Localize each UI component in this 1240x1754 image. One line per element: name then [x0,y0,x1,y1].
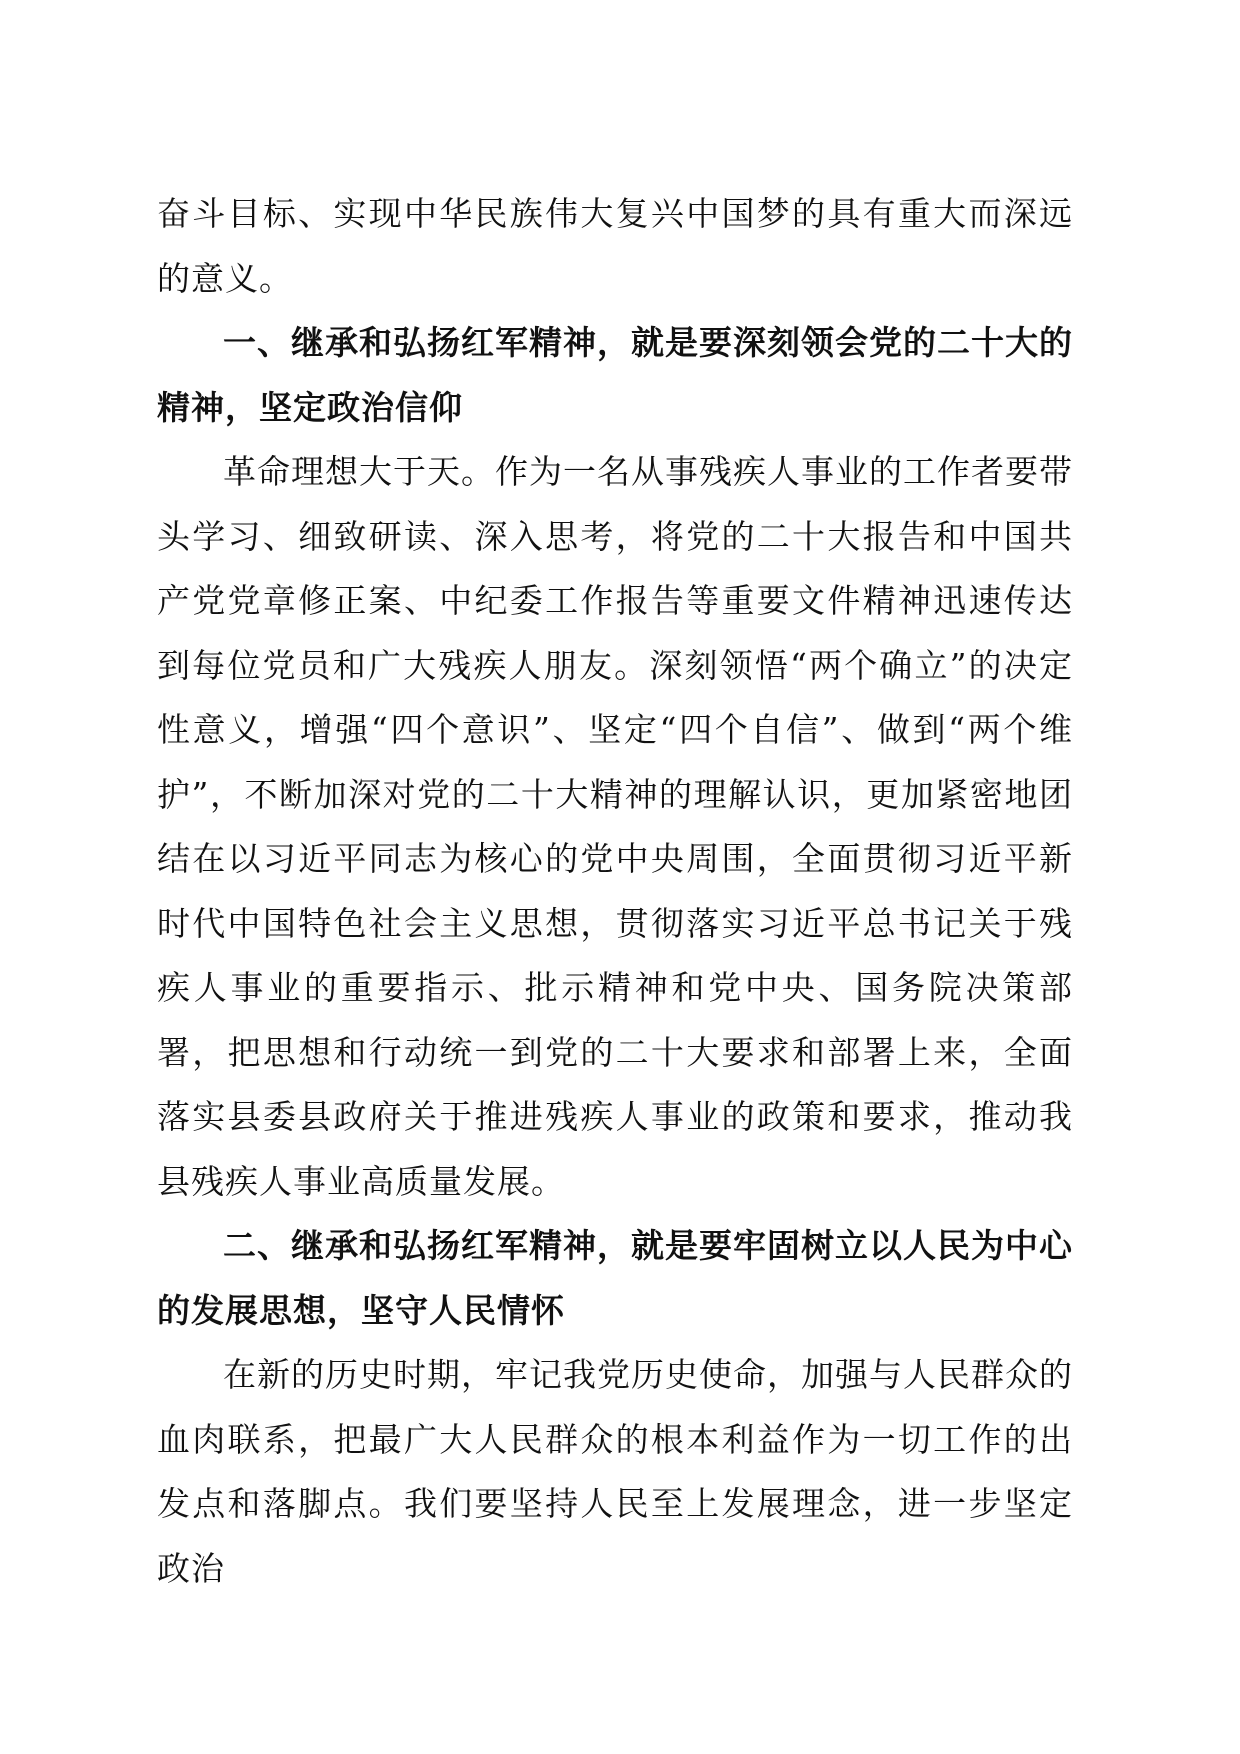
paragraph-section-2: 在新的历史时期，牢记我党历史使命，加强与人民群众的血肉联系，把最广大人民群众的根本利益作为一切工作的出发点和落脚点。我们要坚持人民至上发展理念，进一步坚定政治 [157,1355,1073,1588]
document-body [157,182,1073,1601]
paragraph-section-1: 革命理想大于天。作为一名从事残疾人事业的工作者要带头学习、细致研读、深入思考，将党的二十大报告和中国共产党党章修正案、中纪委工作报告等重要文件精神迅速传达到每位党员和广大残疾人朋友。深刻领悟“两个确立”的决定性意义，增强“四个意识”、坚定“四个自信”、做到“两个维护”，不断加深对党的二十大精神的理解认识，更加紧密地团结在以习近平同志为核心的党中央周围，全面贯彻习近平新时代中国特色社会主义思想，贯彻落实习近平总书记关于残疾人事业的重要指示、批示精神和党中央、国务院决策部署，把思想和行动统一到党的二十大要求和部署上来，全面落实县委县政府关于推进残疾人事业的政策和要求，推动我县残疾人事业高质量发展。 [157,452,1073,1201]
section-heading-2: 二、继承和弘扬红军精神，就是要牢固树立以人民为中心的发展思想，坚守人民情怀 [157,1226,1073,1330]
section-heading-1: 一、继承和弘扬红军精神，就是要深刻领会党的二十大的精神，坚定政治信仰 [157,323,1073,427]
paragraph-continuation: 奋斗目标、实现中华民族伟大复兴中国梦的具有重大而深远的意义。 [157,194,1073,298]
